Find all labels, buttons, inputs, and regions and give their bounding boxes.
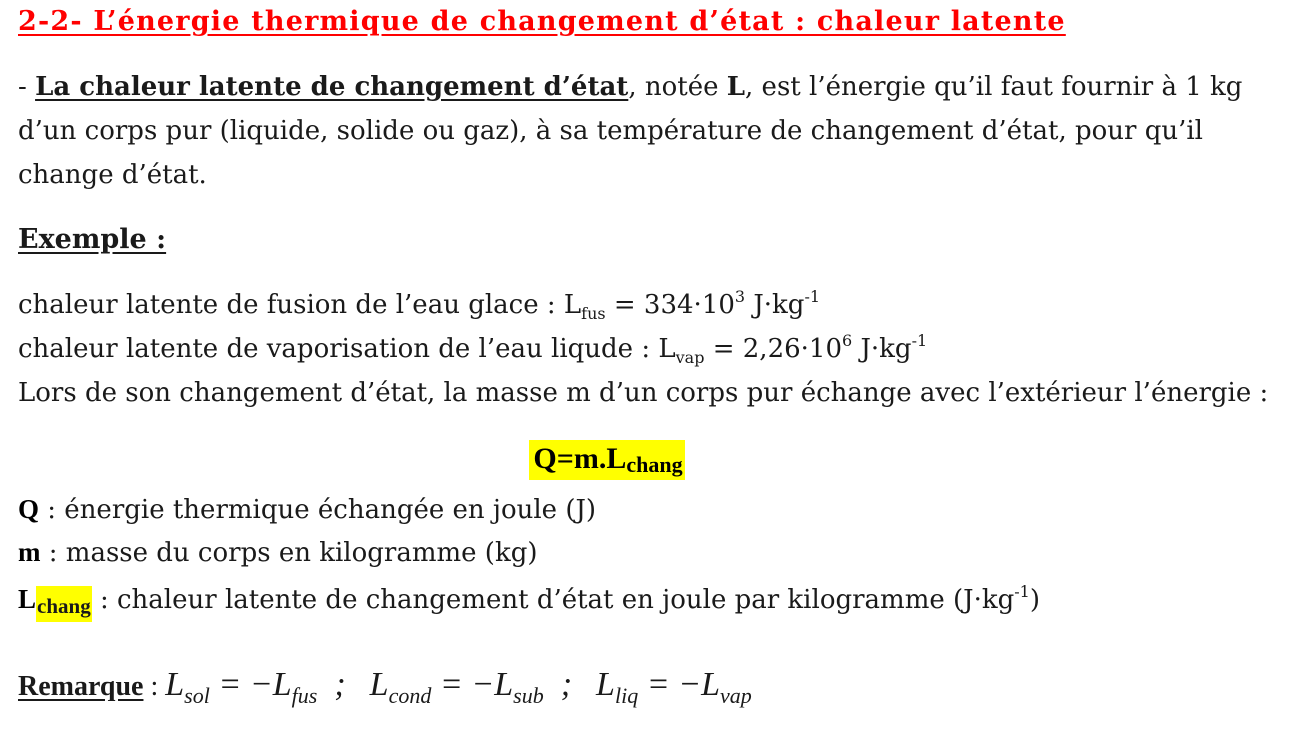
relation-left: L [165, 666, 185, 703]
relation-right-sub: fus [291, 683, 318, 708]
formula-main: Q=m.L [533, 442, 627, 475]
example-unit: J·kg [852, 334, 912, 364]
relation-right-sub: sub [513, 683, 544, 708]
definition-l-end: ) [1029, 585, 1040, 615]
definition-m-text: : masse du corps en kilogramme (kg) [40, 538, 538, 568]
relation-right: = −L [431, 666, 514, 703]
relation-right: = −L [638, 666, 720, 703]
formula-subscript: chang [626, 452, 683, 477]
relation-left: L [596, 666, 615, 703]
relation-left-sub: liq [614, 683, 639, 708]
definition-line-1 [18, 72, 1242, 102]
exchange-sentence: Lors de son changement d’état, la masse m d’un corps pur échange avec l’extérieur l’énergie : [18, 378, 1269, 408]
definition-q [18, 494, 596, 525]
example-subscript: vap [675, 348, 705, 367]
symbol-l-subscript: chang [36, 586, 92, 622]
symbol-l: L [18, 584, 37, 614]
symbol-q: Q [18, 494, 40, 524]
remark-label: Remarque [18, 671, 144, 702]
definition-symbol: L [726, 72, 746, 102]
example-fusion [18, 287, 821, 323]
relation-liq-vap [596, 666, 752, 708]
example-vaporisation [18, 331, 928, 367]
example-value: = 2,26·10 [704, 334, 843, 364]
remark-line [18, 666, 752, 708]
relation-right-sub: vap [720, 683, 752, 708]
relation-left-sub: sol [184, 683, 210, 708]
example-subscript: fus [581, 304, 606, 323]
symbol-m: m [18, 537, 41, 567]
definition-q-text: : énergie thermique échangée en joule (J) [39, 495, 597, 525]
definition-noted: , notée [628, 72, 727, 102]
section-title: 2-2- L’énergie thermique de changement d’état : chaleur latente [18, 6, 1066, 37]
relation-separator: ; [317, 666, 363, 703]
definition-m [18, 537, 537, 568]
example-unit-exponent: -1 [911, 331, 928, 350]
relation-left-sub: cond [388, 683, 432, 708]
definition-l-exponent: -1 [1014, 582, 1030, 601]
relation-right: = −L [209, 666, 292, 703]
remark-colon: : [143, 671, 166, 702]
example-exponent: 6 [842, 331, 853, 350]
relation-sol-fus [165, 666, 363, 708]
definition-l-text: : chaleur latente de changement d’état en joule par kilogramme (J·kg [91, 585, 1015, 615]
definition-l [18, 582, 1040, 618]
example-exponent: 3 [734, 287, 746, 306]
definition-line-2: d’un corps pur (liquide, solide ou gaz), à sa température de changement d’état, pour qu’il [18, 116, 1203, 146]
example-unit: J·kg [745, 290, 805, 320]
definition-dash: - [18, 72, 36, 102]
latent-heat-formula [529, 440, 684, 480]
example-label: chaleur latente de vaporisation de l’eau liqude : L [18, 334, 676, 364]
relation-cond-sub [369, 666, 590, 708]
formula-row [0, 440, 1214, 480]
example-label: chaleur latente de fusion de l’eau glace : L [18, 290, 582, 320]
example-heading: Exemple : [18, 224, 167, 255]
example-value: = 334·10 [605, 290, 735, 320]
definition-rest: , est l’énergie qu’il faut fournir à 1 kg [745, 72, 1243, 102]
relation-left: L [369, 666, 389, 703]
definition-term: La chaleur latente de changement d’état [35, 72, 629, 102]
definition-line-3: change d’état. [18, 160, 207, 190]
example-unit-exponent: -1 [804, 287, 821, 306]
relation-separator: ; [543, 666, 590, 703]
